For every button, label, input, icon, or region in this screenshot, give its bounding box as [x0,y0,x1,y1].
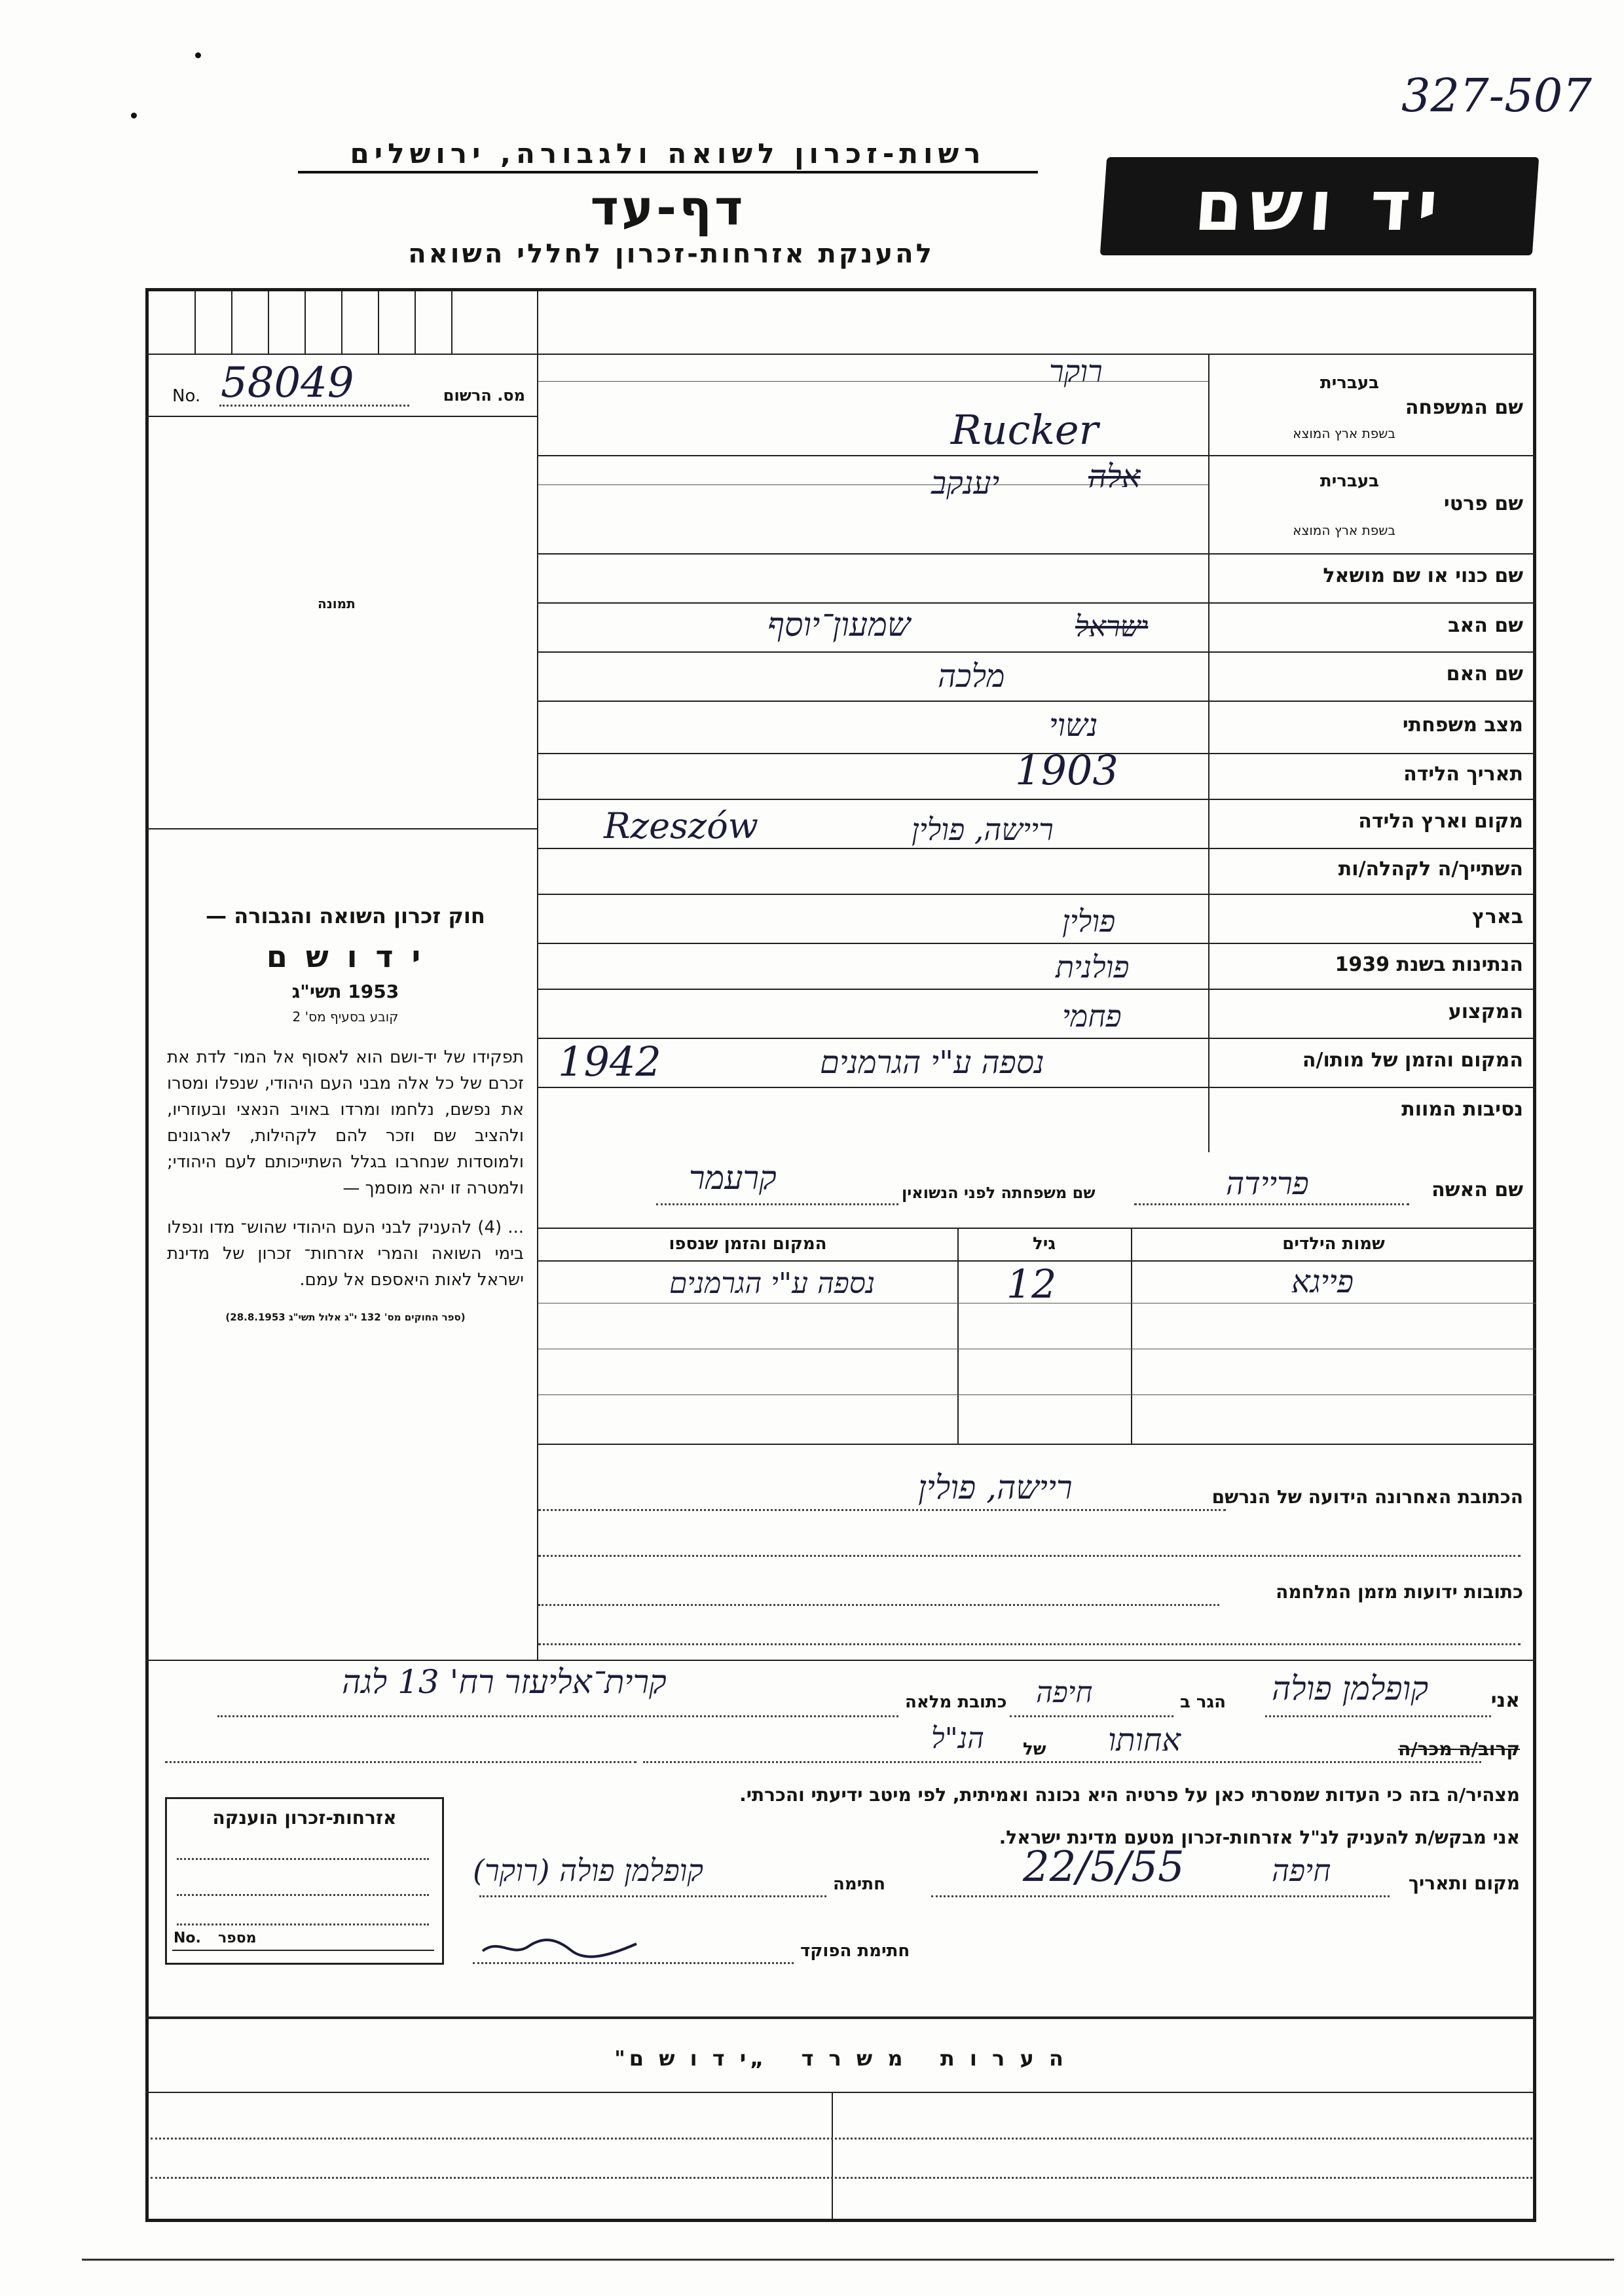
value-father: שמעון־יוסף [767,606,911,644]
law-year: 1953 תשי"ג [291,981,399,1002]
signature-label: חתימה [833,1874,885,1894]
label-first-hebrew: בעברית [1320,471,1379,491]
value-birth-place-he: ריישה, פולין [912,812,1054,847]
value-first-name-struck: אלה [1088,458,1141,495]
value-death-place: נספה ע"י הגרמנים [820,1044,1044,1081]
declaration-place: חיפה [1272,1853,1331,1888]
citizenship-box-title: אזרחות-זכרון הוענקה [212,1807,397,1829]
label-first-origin: בשפת ארץ המוצא [1293,522,1395,538]
declarant-name: קופלמן פולה [1272,1669,1429,1707]
children-header-place: המקום והזמן שנספו [669,1234,827,1254]
value-family-name-origin: Rucker [951,406,1099,454]
label-marital: מצב משפחתי [1402,714,1523,737]
fields-area [538,354,1536,1152]
value-birth-place-latin: Rzeszów [604,805,758,847]
citizenship-granted-box [165,1797,444,1965]
officer-signature-label: חתימת הפוקד [800,1941,910,1961]
law-title: חוק זכרון השואה והגבורה — [206,903,485,928]
page-bottom-rule [82,2259,1614,2261]
children-header-age: גיל [1032,1234,1056,1254]
declarant-section [145,1660,1536,2000]
law-text-1: תפקידו של יד-ושם הוא לאסוף אל המו־ לדת את זכרם של כל אלה מבני העם היהודי, שנפלו ומסרו את נפשם, נלחמו ומרדו באויב הנאצי ובעוזריו, ולהציב שם וזכר להם לקהילות, לארגונים ולמוסדות שנחרבו בגלל השתייכותם לעם היהודי; ולמטרה זו יהא מוסמך — [167,1048,524,1198]
wife-row [538,1152,1536,1228]
relation-value: אחותו [1108,1722,1181,1758]
wife-maiden-name: קרעמר [689,1159,777,1197]
declaration-date: 22/5/55 [1023,1843,1185,1891]
label-death-circumstances: נסיבות המוות [1401,1098,1523,1121]
label-family-hebrew: בעברית [1320,373,1379,393]
label-death-place: המקום והזמן של מותו/ה [1302,1049,1523,1072]
war-address-label: כתובות ידועות מזמן המלחמה [1276,1581,1523,1603]
punch-mark [195,52,201,58]
value-family-name-he: רוקר [1049,354,1103,389]
label-citizenship: הנתינות בשנת 1939 [1335,953,1523,976]
label-birth-place: מקום וארץ הלידה [1358,810,1523,833]
wife-maiden-label: שם משפחתה לפני הנשואין [902,1184,1096,1202]
label-first-name: שם פרטי [1443,492,1523,515]
registration-number-row [147,354,537,416]
page-subtitle: להענקת אזרחות-זכרון לחללי השואה [408,239,934,269]
declarant-signature: קופלמן פולה (רוקר) [473,1853,704,1888]
citizenship-box-number-label: מספר [218,1930,257,1946]
place-date-label: מקום ותאריך [1408,1872,1520,1894]
resides-label: הגר ב [1180,1692,1227,1712]
registration-boxes [147,291,537,354]
value-first-name: יענקב [931,465,1000,501]
officer-signature-mark [479,1935,643,1961]
declaration-text: מצהיר/ה בזה כי העדות שמסרתי כאן על פרטיה היא נכונה ואמיתית, לפי מיטב ידיעתי והכרתי. [739,1784,1520,1806]
last-address-value: ריישה, פולין [918,1468,1073,1506]
wife-label: שם האשה [1431,1178,1523,1201]
value-citizenship: פולנית [1056,949,1130,985]
value-profession: פחמי [1062,998,1122,1034]
children-table [538,1228,1536,1444]
relation-label: קרוב/ה מכר/ה [1398,1738,1520,1760]
children-header-names: שמות הילדים [1282,1234,1385,1254]
child-name: פייגא [1291,1264,1354,1300]
declarant-i-label: אני [1490,1689,1520,1712]
wife-name: פריידה [1226,1165,1309,1202]
child-place: נספה ע"י הגרמנים [669,1267,876,1300]
registration-label: מס. הרשום [443,386,525,405]
declarant-city: חיפה [1036,1676,1093,1709]
declarant-full-address: קרית־אליעזר רח' 13 לגה [342,1663,667,1701]
punch-mark [131,113,137,118]
authority-line: רשות-זכרון לשואה ולגבורה, ירושלים [298,137,1038,173]
value-in-country: פולין [1062,903,1116,939]
label-community: השתייך/ה לקהלה/ות [1338,858,1523,881]
label-nickname: שם כנוי או שם מושאל [1323,564,1523,587]
label-family-name: שם המשפחה [1405,396,1523,419]
full-address-label: כתובת מלאה [905,1692,1007,1712]
value-mother: מלכה [938,658,1005,695]
label-in-country: בארץ [1471,905,1523,928]
law-text-2: ... (4) להעניק לבני העם היהודי שהוש־ מדו ונפלו בימי השואה והמרי אזרחות־ זכרון של מדינת ישראל לאות היאספם אל עמם. [167,1218,524,1290]
registration-no-label: No. [172,386,201,406]
child-age: 12 [1006,1262,1057,1307]
yad-vashem-logo [1100,157,1539,255]
law-clause: קובע בסעיף מס' 2 [292,1009,399,1025]
label-profession: המקצוע [1448,1000,1523,1023]
value-marital: נשוי [1049,707,1098,744]
request-text: אני מבקש/ת להעניק לנ"ל אזרחות-זכרון מטעם מדינת ישראל. [999,1827,1520,1848]
address-section [538,1444,1536,1660]
logo-text: יד ושם [1192,166,1447,246]
of-label: של [1023,1740,1046,1759]
photo-label: תמונה [318,596,356,611]
of-value: הנ"ל [931,1722,984,1755]
citizenship-box-no: No. [174,1930,201,1946]
office-notes-title: ה ע ר ו ת מ ש ר ד „י ד ו ש ם" [614,2046,1067,2071]
label-father: שם האב [1448,614,1523,637]
label-family-origin: בשפת ארץ המוצא [1293,426,1395,441]
last-address-label: הכתובת האחרונה הידועה של הנרשם [1211,1486,1523,1508]
law-org: י ד ו ש ם [266,939,425,974]
value-death-year: 1942 [558,1038,661,1085]
law-citation: (ספר החוקים מס' 132 י"ג אלול תשי"ג 28.8.1953) [225,1311,466,1323]
label-birth-date: תאריך הלידה [1403,763,1523,786]
archive-number: 327-507 [1401,69,1592,122]
page-title: דף-עד [590,180,746,236]
law-box [167,903,524,1323]
registration-number: 58049 [221,359,354,407]
value-father-struck: ישראל [1075,610,1149,644]
value-birth-date: 1903 [1015,746,1118,794]
label-mother: שם האם [1446,663,1523,685]
